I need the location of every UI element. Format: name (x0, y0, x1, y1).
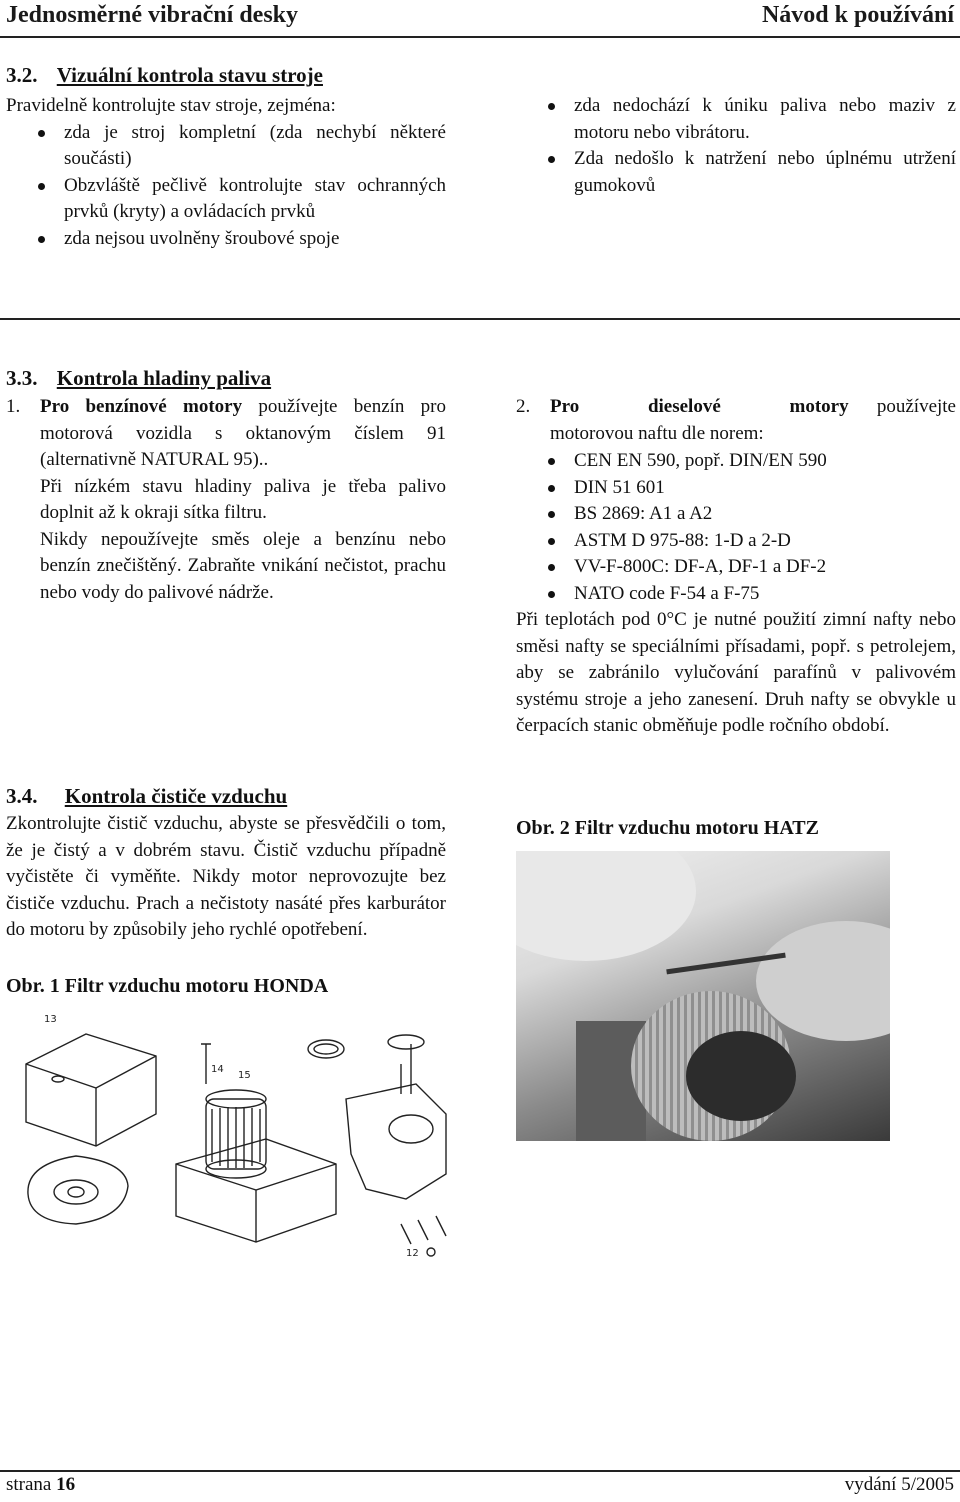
page-value: 16 (56, 1474, 76, 1495)
norm-item: VV-F-800C: DF-A, DF-1 a DF-2 (516, 554, 956, 581)
footer-rule (0, 1470, 960, 1472)
document-subtitle: Návod k používání (761, 2, 954, 28)
section-number: 3.3. (6, 366, 38, 390)
filter-housing (686, 1031, 796, 1121)
numbered-item-2 (516, 394, 956, 447)
list-item: zda nedochází k úniku paliva nebo maziv z motoru nebo vibrátoru. (516, 93, 956, 146)
section-number: 3.2. (6, 63, 38, 87)
item-verb: používejte (876, 396, 956, 417)
item-number: 1. (6, 396, 21, 417)
item-lead: Pro dieselové motory (550, 396, 849, 417)
page-number (6, 1474, 75, 1496)
norm-item: BS 2869: A1 a A2 (516, 501, 956, 528)
honda-air-filter-diagram (6, 1004, 476, 1274)
part-label: 13 (44, 1014, 57, 1025)
part-label: 12 (406, 1248, 419, 1259)
numbered-item-1 (6, 394, 446, 474)
section-3-3-heading (6, 366, 271, 391)
section-3-2-heading (6, 63, 323, 88)
petrol-engines-block (6, 394, 446, 606)
norm-item: ASTM D 975-88: 1-D a 2-D (516, 528, 956, 555)
hatz-air-filter-photo (516, 851, 890, 1141)
figure-2-caption: Obr. 2 Filtr vzduchu motoru HATZ (516, 817, 819, 839)
diesel-engines-block (516, 394, 956, 740)
edition: vydání 5/2005 (844, 1474, 954, 1495)
section-title: Kontrola hladiny paliva (56, 366, 272, 390)
part-label: 15 (238, 1070, 251, 1081)
part-label: 14 (211, 1064, 224, 1075)
norm-item: NATO code F-54 a F-75 (516, 581, 956, 608)
item-text (40, 394, 446, 474)
section-3-2-right-column (516, 93, 956, 199)
section-divider (0, 318, 960, 320)
winter-fuel-note: Při teplotách pod 0°C je nutné použití zimní nafty nebo směsi nafty se speciálními přísadami, popř. s petrolejem, aby se zabránilo vylučování parafínů v palivovém systému stroje a jeho zanesení. Druh nafty se obvykle u čerpacích stanic obměňuje podle ročního období. (516, 609, 956, 736)
check-list-right (516, 93, 956, 199)
section-number: 3.4. (6, 784, 38, 808)
section-3-2-left-column (6, 93, 446, 252)
item-number: 2. (516, 396, 531, 417)
page-label: strana (6, 1474, 52, 1495)
section-title: Vizuální kontrola stavu stroje (56, 63, 323, 87)
item-text (550, 394, 956, 447)
list-item: Zda nedošlo k natržení nebo úplnému utržení gumokovů (516, 146, 956, 199)
item-body: motorovou naftu dle norem: (550, 422, 764, 444)
list-item: zda nejsou uvolněny šroubové spoje (6, 226, 446, 253)
figure-1-caption: Obr. 1 Filtr vzduchu motoru HONDA (6, 975, 329, 997)
refuel-instruction: Při nízkém stavu hladiny paliva je třeba palivo doplnit až k okraji sítka filtru. (40, 475, 446, 523)
section-title: Kontrola čističe vzduchu (64, 784, 288, 808)
air-filter-instructions: Zkontrolujte čistič vzduchu, abyste se přesvědčili o tom, že je čistý a v dobrém stavu. Čistič vzduchu případně vyčistěte či vyměňte. Nikdy motor neprovozujte bez čističe vzduchu. Prach a nečistoty nasáté přes karburátor do motoru by způsobily jeho rychlé opotřebení. (6, 813, 446, 940)
list-item: Obzvláště pečlivě kontrolujte stav ochranných prvků (kryty) a ovládacích prvků (6, 173, 446, 226)
item-lead: Pro benzínové motory (40, 396, 243, 417)
item-body: používejte benzín pro motorová vozidla s oktanovým číslem 91 (alternativně NATURAL 95).. (40, 396, 446, 470)
section-intro: Pravidelně kontrolujte stav stroje, zejména: (6, 95, 336, 116)
check-list-left (6, 120, 446, 253)
item-lead-line (550, 394, 956, 421)
document-title: Jednosměrné vibrační desky (6, 2, 299, 28)
norm-item: DIN 51 601 (516, 475, 956, 502)
fuel-norms-list (516, 448, 956, 607)
fuel-warning: Nikdy nepoužívejte směs oleje a benzínu nebo benzín znečištěný. Zabraňte vnikání nečistot, prachu nebo vody do palivové nádrže. (40, 528, 446, 603)
header-rule (0, 36, 960, 38)
section-3-4-heading (6, 784, 287, 809)
norm-item: CEN EN 590, popř. DIN/EN 590 (516, 448, 956, 475)
exploded-view-drawing (6, 1004, 476, 1274)
hand-shape (516, 851, 696, 961)
list-item: zda je stroj kompletní (zda nechybí některé součásti) (6, 120, 446, 173)
